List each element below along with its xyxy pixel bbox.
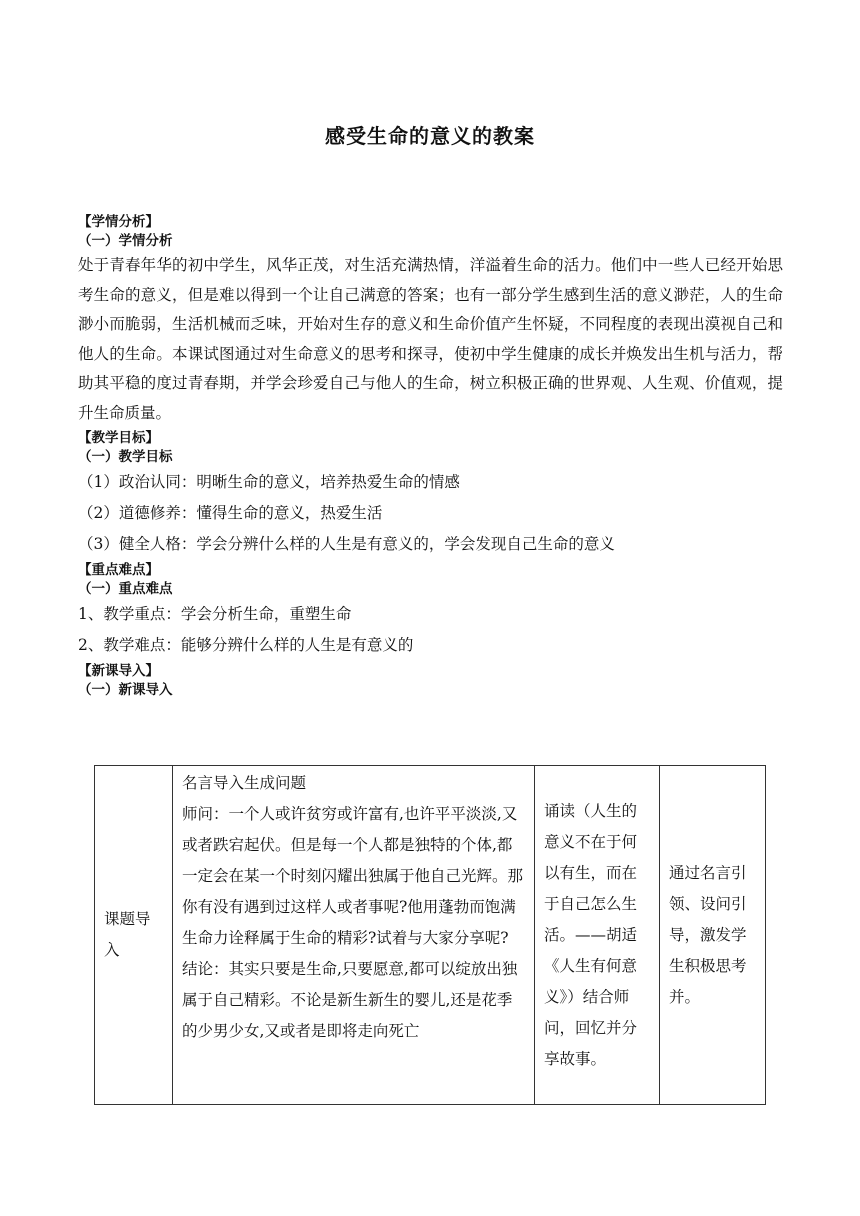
subheading-keypoints: （一）重点难点 xyxy=(78,581,173,597)
lesson-table xyxy=(94,765,766,1105)
goal-item: （2）道德修养：懂得生命的意义，热爱生活 xyxy=(78,504,383,522)
keypoint-item: 2、教学难点：能够分辨什么样的人生是有意义的 xyxy=(78,636,414,654)
document-title: 感受生命的意义的教案 xyxy=(325,124,535,148)
document-body xyxy=(78,212,783,700)
subheading-analysis: （一）学情分析 xyxy=(78,233,173,249)
section-heading-goals: 【教学目标】 xyxy=(78,430,159,446)
subheading-intro: （一）新课导入 xyxy=(78,682,173,698)
goal-item: （1）政治认同：明晰生命的意义，培养热爱生命的情感 xyxy=(78,473,460,491)
section-heading-intro: 【新课导入】 xyxy=(78,663,159,679)
table-cell-content: 名言导入生成问题 师问：一个人或许贫穷或许富有,也许平平淡淡,又或者跌宕起伏。但是每一个人都是独特的个体,都一定会在某一个时刻闪耀出独属于他自己光辉。那你有没有遇到过这样人或者事呢?他用蓬勃而饱满生命力诠释属于生命的精彩?试着与大家分享呢? 结论：其实只要是生命,只要愿意,都可以绽放出独属于自己精彩。不论是新生新生的婴儿,还是花季的少男少女,又或者是即将走向死亡 xyxy=(173,766,535,1105)
section-heading-analysis: 【学情分析】 xyxy=(78,214,159,230)
table-cell-topic: 课题导入 xyxy=(95,766,173,1105)
subheading-goals: （一）教学目标 xyxy=(78,449,173,465)
section-heading-keypoints: 【重点难点】 xyxy=(78,562,159,578)
table-cell-student-activity: 诵读（人生的意义不在于何以有生，而在于自己怎么生活。——胡适《人生有何意义》）结合师问，回忆并分享故事。 xyxy=(535,766,660,1105)
analysis-paragraph: 处于青春年华的初中学生，风华正茂，对生活充满热情，洋溢着生命的活力。他们中一些人已经开始思考生命的意义，但是难以得到一个让自己满意的答案；也有一部分学生感到生活的意义渺茫，人的生命渺小而脆弱，生活机械而乏味，开始对生存的意义和生命价值产生怀疑，不同程度的表现出漠视自己和他人的生命。本课试图通过对生命意义的思考和探寻，使初中学生健康的成长并焕发出生机与活力，帮助其平稳的度过青春期，并学会珍爱自己与他人的生命，树立积极正确的世界观、人生观、价值观，提升生命质量。 xyxy=(78,256,783,422)
goal-item: （3）健全人格：学会分辨什么样的人生是有意义的，学会发现自己生命的意义 xyxy=(78,535,615,553)
keypoint-item: 1、教学重点：学会分析生命，重塑生命 xyxy=(78,605,352,623)
table-row xyxy=(95,766,766,1105)
table-cell-purpose: 通过名言引领、设问引导，激发学生积极思考并。 xyxy=(660,766,766,1105)
